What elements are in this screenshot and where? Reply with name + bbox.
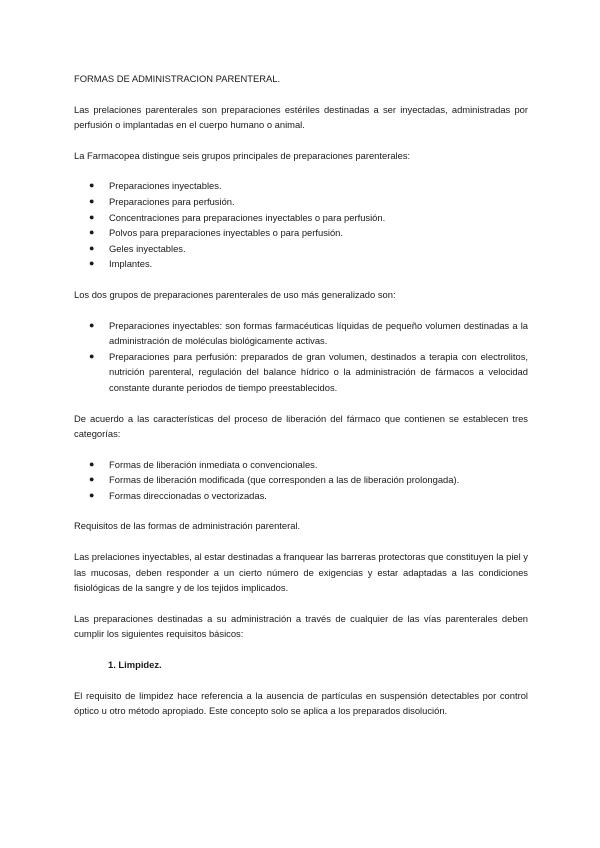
list-item: ● Formas direccionadas o vectorizadas.: [74, 488, 528, 504]
limpidez-paragraph: El requisito de limpidez hace referencia a la ausencia de partículas en suspensión detectables por control óptico u otro método apropiado. Este concepto solo se aplica a los preparados disolución.: [74, 689, 528, 717]
bullet-icon: ●: [89, 350, 95, 361]
list-item: ● Preparaciones inyectables: son formas farmacéuticas líquidas de pequeño volumen destinadas a la administración de moléculas biológicamente activas.: [89, 319, 528, 347]
release-intro-paragraph: De acuerdo a las características del proceso de liberación del fármaco que contienen se establecen tres categorías:: [74, 412, 528, 440]
bullet-icon: ●: [89, 319, 95, 330]
groups-intro-paragraph: La Farmacopea distingue seis grupos principales de preparaciones parenterales:: [74, 149, 411, 161]
bullet-icon: ●: [89, 195, 95, 206]
bullet-icon: ●: [89, 242, 95, 253]
groups-list: [74, 178, 528, 272]
list-item: ● Formas de liberación inmediata o convencionales.: [74, 457, 528, 473]
bullet-icon: ●: [89, 227, 95, 238]
list-item: ● Preparaciones inyectables.: [74, 178, 528, 194]
document-body: [74, 71, 528, 719]
bullet-icon: ●: [89, 258, 95, 269]
requirements-paragraph-1: Las prelaciones inyectables, al estar destinadas a franquear las barreras protectoras que constituyen la piel y las mucosas, deben responder a un cierto número de exigencias y estar adaptadas a las condiciones fisiológicas de la sangre y de los tejidos implicados.: [74, 551, 528, 594]
bullet-icon: ●: [89, 474, 95, 485]
list-item: ● Concentraciones para preparaciones inyectables o para perfusión.: [74, 210, 528, 226]
release-list: [74, 457, 528, 504]
bullet-icon: ●: [89, 458, 95, 469]
requirements-paragraph-2: Las preparaciones destinadas a su administración a través de cualquier de las vías parenterales deben cumplir los siguientes requisitos básicos:: [74, 612, 528, 640]
list-item: ● Geles inyectables.: [74, 241, 528, 257]
list-item: ● Polvos para preparaciones inyectables o para perfusión.: [74, 225, 528, 241]
bullet-icon: ●: [89, 211, 95, 222]
bullet-icon: ●: [89, 180, 95, 191]
common-list: [74, 318, 528, 396]
list-item: ● Preparaciones para perfusión: preparados de gran volumen, destinados a terapia con electrolitos, nutrición parenteral, regulación del balance hídrico o la administración de fármacos a velocidad constante durante periodos de tiempo preestablecidos.: [89, 350, 528, 393]
list-item: ● Preparaciones para perfusión.: [74, 194, 528, 210]
list-item: ● Implantes.: [74, 256, 528, 272]
intro-paragraph: Las prelaciones parenterales son preparaciones estériles destinadas a ser inyectadas, administradas por perfusión o implantadas en el cuerpo humano o animal.: [74, 103, 528, 131]
common-intro-paragraph: Los dos grupos de preparaciones parenterales de uso más generalizado son:: [74, 288, 396, 300]
bullet-icon: ●: [89, 489, 95, 500]
list-item: ● Formas de liberación modificada (que corresponden a las de liberación prolongada).: [74, 472, 528, 488]
requirements-heading: Requisitos de las formas de administración parenteral.: [74, 520, 301, 532]
limpidez-heading: 1. Limpidez.: [108, 659, 162, 671]
document-title: FORMAS DE ADMINISTRACION PARENTERAL.: [74, 73, 281, 84]
